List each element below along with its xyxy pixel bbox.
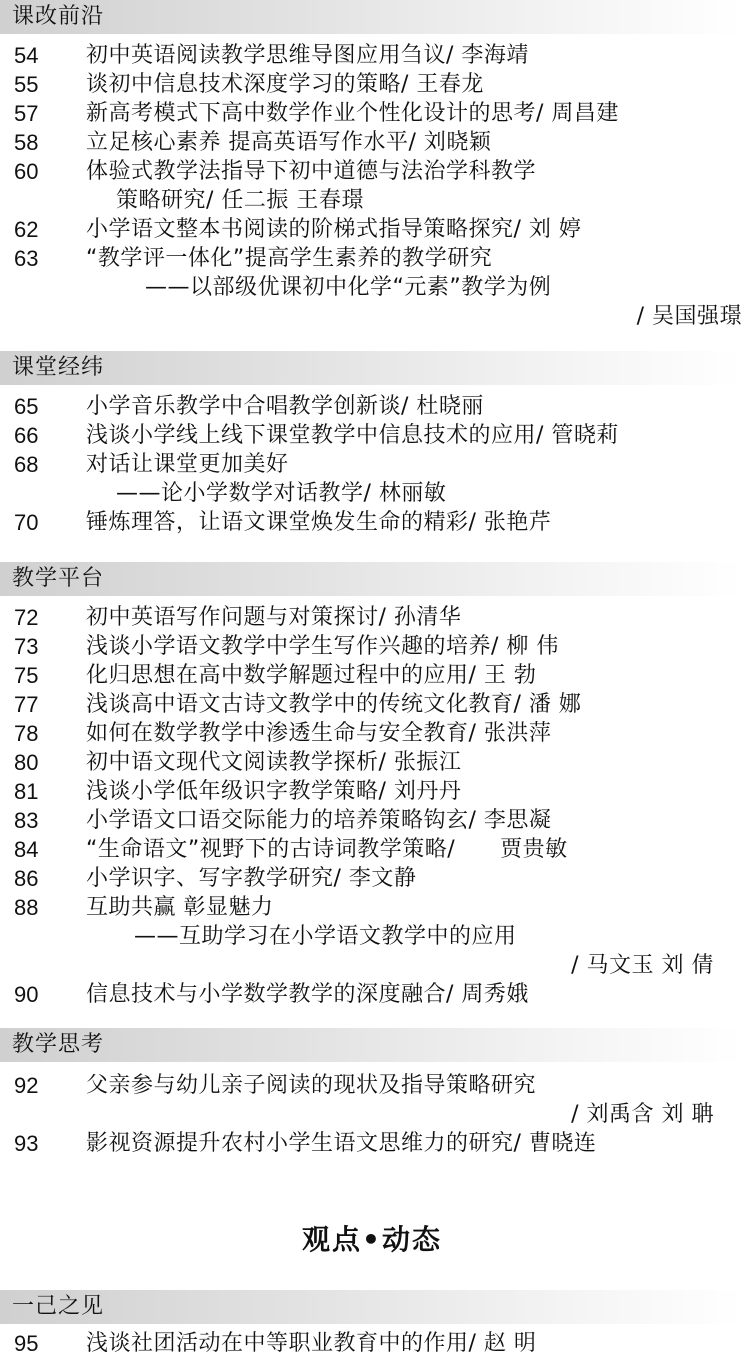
entry-author: / 吴国强璟 [636, 304, 742, 329]
entry-title[interactable]: 小学语文口语交际能力的培养策略钩玄/ 李思凝 [86, 808, 552, 833]
page-number: 68 [14, 452, 39, 477]
entry-title[interactable]: 浅谈小学低年级识字教学策略/ 刘丹丹 [86, 779, 462, 804]
page-number: 73 [14, 634, 39, 659]
entry-title[interactable]: 小学识字、写字教学研究/ 李文静 [86, 866, 417, 891]
entry-title[interactable]: 锤炼理答，让语文课堂焕发生命的精彩/ 张艳芹 [86, 510, 552, 535]
page-number: 54 [14, 43, 39, 68]
page-number: 92 [14, 1073, 39, 1098]
entry-title[interactable]: 小学语文整本书阅读的阶梯式指导策略探究/ 刘 婷 [86, 217, 582, 242]
page-number: 75 [14, 663, 39, 688]
entry-title[interactable]: 浅谈高中语文古诗文教学中的传统文化教育/ 潘 娜 [86, 692, 582, 717]
part-heading: 观点•动态 [302, 1223, 442, 1256]
entry-title[interactable]: 浅谈小学语文教学中学生写作兴趣的培养/ 柳 伟 [86, 634, 559, 659]
entry-title[interactable]: 体验式教学法指导下初中道德与法治学科教学 [86, 159, 537, 184]
section-header-sikao: 教学思考 [0, 1028, 744, 1062]
section-header-pingtai: 教学平台 [0, 562, 744, 596]
section-header-ketang: 课堂经纬 [0, 351, 744, 385]
page-number: 55 [14, 72, 39, 97]
page-number: 60 [14, 159, 39, 184]
page-number: 58 [14, 130, 39, 155]
entry-subtitle[interactable]: ——互助学习在小学语文教学中的应用 [134, 924, 517, 949]
page-number: 84 [14, 837, 39, 862]
page-number: 95 [14, 1331, 39, 1356]
page-number: 62 [14, 217, 39, 242]
entry-title[interactable]: 父亲参与幼儿亲子阅读的现状及指导策略研究 [86, 1073, 537, 1098]
page-number: 81 [14, 779, 39, 804]
page-number: 93 [14, 1131, 39, 1156]
page-number: 65 [14, 394, 39, 419]
entry-title[interactable]: 对话让课堂更加美好 [86, 452, 289, 477]
page-number: 88 [14, 895, 39, 920]
page-number: 57 [14, 101, 39, 126]
section-header-yiji: 一己之见 [0, 1290, 744, 1324]
entry-title[interactable]: 初中英语阅读教学思维导图应用刍议/ 李海靖 [86, 43, 529, 68]
entry-author: / 马文玉 刘 倩 [571, 953, 714, 978]
entry-title[interactable]: 化归思想在高中数学解题过程中的应用/ 王 勃 [86, 663, 537, 688]
page-number: 83 [14, 808, 39, 833]
page-number: 63 [14, 246, 39, 271]
entry-title[interactable]: 互助共赢 彰显魅力 [86, 895, 274, 920]
entry-title[interactable]: 影视资源提升农村小学生语文思维力的研究/ 曹晓连 [86, 1131, 597, 1156]
entry-subtitle[interactable]: ——论小学数学对话教学/ 林丽敏 [116, 481, 447, 506]
page-number: 77 [14, 692, 39, 717]
entry-title[interactable]: 初中语文现代文阅读教学探析/ 张振江 [86, 750, 462, 775]
entry-title[interactable]: “生命语文”视野下的古诗词教学策略/ 贾贵敏 [86, 837, 568, 862]
page-number: 78 [14, 721, 39, 746]
entry-title[interactable]: 浅谈社团活动在中等职业教育中的作用/ 赵 明 [86, 1331, 537, 1356]
entry-title[interactable]: 初中英语写作问题与对策探讨/ 孙清华 [86, 605, 462, 630]
page-number: 90 [14, 982, 39, 1007]
entry-title[interactable]: 信息技术与小学数学教学的深度融合/ 周秀娥 [86, 982, 529, 1007]
entry-title[interactable]: 小学音乐教学中合唱教学创新谈/ 杜晓丽 [86, 394, 484, 419]
entry-title[interactable]: 如何在数学教学中渗透生命与安全教育/ 张洪萍 [86, 721, 552, 746]
section-header-kegai: 课改前沿 [0, 0, 744, 34]
page-number: 72 [14, 605, 39, 630]
entry-title[interactable]: 谈初中信息技术深度学习的策略/ 王春龙 [86, 72, 484, 97]
entry-author: / 刘禹含 刘 聃 [571, 1102, 714, 1127]
page-number: 66 [14, 423, 39, 448]
page-number: 80 [14, 750, 39, 775]
entry-title[interactable]: 浅谈小学线上线下课堂教学中信息技术的应用/ 管晓莉 [86, 423, 619, 448]
entry-subtitle[interactable]: ——以部级优课初中化学“元素”教学为例 [145, 275, 552, 300]
entry-title[interactable]: 立足核心素养 提高英语写作水平/ 刘晓颖 [86, 130, 492, 155]
entry-title-continuation[interactable]: 策略研究/ 任二振 王春璟 [116, 188, 364, 213]
page-number: 86 [14, 866, 39, 891]
entry-title[interactable]: 新高考模式下高中数学作业个性化设计的思考/ 周昌建 [86, 101, 619, 126]
page-number: 70 [14, 510, 39, 535]
entry-title[interactable]: “教学评一体化”提高学生素养的教学研究 [86, 246, 493, 271]
